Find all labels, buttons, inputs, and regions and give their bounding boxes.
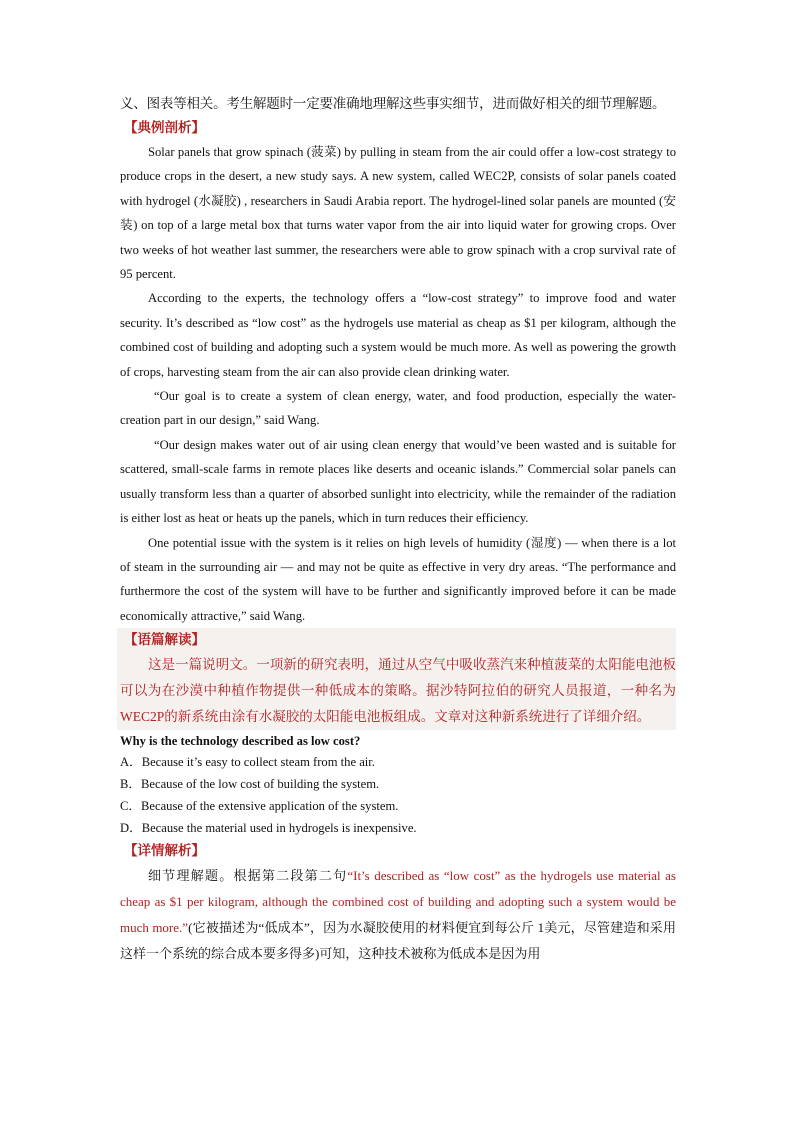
analysis-quote: “It’s described as “low cost” as the hydrogels use material as cheap as $1 per kilogram, although the combined cost of building and adopting such a system would be much more.” [120, 868, 676, 936]
passage-paragraph-4: “Our design makes water out of air using clean energy that would’ve been wasted and is suitable for scattered, small-scale farms in remote places like deserts and oceanic islands.” Commercial solar panels can usually transform less than a quarter of absorbed sunlight into electricity, while the remainder of the radiation is either lost as heat or heats up the panels, which in turn reduces their efficiency. [120, 437, 676, 526]
document-page [120, 92, 676, 967]
analysis-lead: 细节理解题。根据第二段第二句 [148, 868, 348, 884]
passage-paragraph-3: “Our goal is to create a system of clean energy, water, and food production, especially the water-creation part in our design,” said Wang. [120, 389, 676, 428]
option-b: B．Because of the low cost of building the system. [120, 776, 380, 791]
intro-line: 义、图表等相关。考生解题时一定要准确地理解这些事实细节，进而做好相关的细节理解题。 [120, 96, 666, 111]
example-heading: 【典例剖析】 [124, 120, 205, 135]
reading-heading: 【语篇解读】 [124, 632, 205, 648]
reading-summary-text: 这是一篇说明文。一项新的研究表明，通过从空气中吸收蒸汽来种植菠菜的太阳能电池板可以为在沙漠中种植作物提供一种低成本的策略。据沙特阿拉伯的研究人员报道，一种名为WEC2P的新系统由涂有水凝胶的太阳能电池板组成。文章对这种新系统进行了详细介绍。 [120, 657, 676, 725]
option-a: A．Because it’s easy to collect steam from the air. [120, 755, 375, 770]
option-d: D．Because the material used in hydrogels is inexpensive. [120, 820, 417, 835]
analysis-text [120, 863, 676, 967]
passage-paragraph-2: According to the experts, the technology offers a “low-cost strategy” to improve food and water security. It’s described as “low cost” as the hydrogels use material as cheap as $1 per kilogram, although the combined cost of building and adopting such a system would be much more. As well as powering the growth of crops, harvesting steam from the air can also provide clean drinking water. [120, 291, 676, 379]
analysis-heading: 【详情解析】 [124, 843, 205, 859]
option-c: C．Because of the extensive application of the system. [120, 798, 399, 813]
question-text: Why is the technology described as low cost? [120, 734, 361, 749]
reading-summary-box [117, 628, 676, 730]
passage-paragraph-5: One potential issue with the system is it relies on high levels of humidity (湿度) — when there is a lot of steam in the surrounding air — and may not be quite as effective in very dry areas. “The performance and furthermore the cost of the system will have to be further and significantly improved before it can be made economically attractive,” said Wang. [120, 535, 676, 623]
passage-paragraph-1: Solar panels that grow spinach (菠菜) by pulling in steam from the air could offer a low-cost strategy to produce crops in the desert, a new study says. A new system, called WEC2P, consists of solar panels coated with hydrogel (水凝胶) , researchers in Saudi Arabia report. The hydrogel-lined solar panels are mounted (安装) on top of a large metal box that turns water vapor from the air into liquid water for growing crops. Over two weeks of hot weather last summer, the researchers were able to grow spinach with a crop survival rate of 95 percent. [120, 145, 676, 282]
analysis-tail: (它被描述为“低成本”，因为水凝胶使用的材料便宜到每公斤 1美元，尽管建造和采用这样一个系统的综合成本要多得多)可知，这种技术被称为低成本是因为用 [120, 920, 676, 962]
